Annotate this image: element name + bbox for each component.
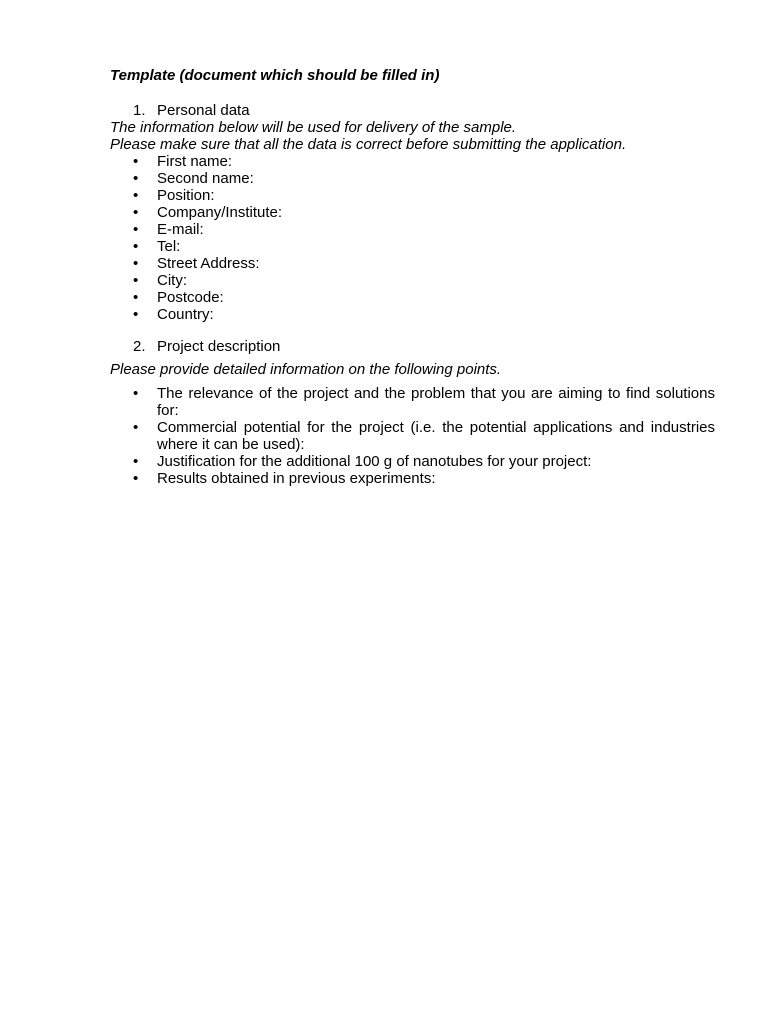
project-points-list	[0, 385, 770, 487]
field-label: Street Address:	[157, 255, 260, 272]
list-item	[0, 204, 770, 221]
point-text: The relevance of the project and the problem that you are aiming to find solutions for:	[157, 385, 715, 419]
list-item	[0, 453, 770, 470]
section-title: Project description	[157, 338, 281, 355]
section-heading-personal-data	[133, 102, 250, 119]
bullet-icon: •	[133, 385, 139, 402]
bullet-icon: •	[133, 255, 139, 272]
field-label: First name:	[157, 153, 233, 170]
list-item	[0, 419, 770, 453]
bullet-icon: •	[133, 419, 139, 436]
list-item	[0, 170, 770, 187]
bullet-icon: •	[133, 470, 139, 487]
field-label: City:	[157, 272, 187, 289]
point-text: Justification for the additional 100 g of nanotubes for your project:	[157, 453, 592, 470]
bullet-icon: •	[133, 238, 139, 255]
list-item	[0, 187, 770, 204]
section-heading-project-description	[133, 338, 280, 355]
list-item	[0, 289, 770, 306]
list-item	[0, 385, 770, 419]
bullet-icon: •	[133, 306, 139, 323]
field-label: E-mail:	[157, 221, 204, 238]
list-item	[0, 272, 770, 289]
document-title: Template (document which should be filled in)	[110, 67, 440, 84]
point-text: Results obtained in previous experiments:	[157, 470, 436, 487]
point-text: Commercial potential for the project (i.e. the potential applications and industries where it can be used):	[157, 419, 715, 453]
list-item	[0, 255, 770, 272]
bullet-icon: •	[133, 272, 139, 289]
bullet-icon: •	[133, 289, 139, 306]
field-label: Position:	[157, 187, 215, 204]
list-item	[0, 221, 770, 238]
bullet-icon: •	[133, 453, 139, 470]
section-title: Personal data	[157, 102, 250, 119]
field-label: Country:	[157, 306, 214, 323]
bullet-icon: •	[133, 187, 139, 204]
section-number: 1.	[133, 102, 146, 119]
intro-line-delivery: The information below will be used for delivery of the sample.	[110, 119, 517, 136]
field-label: Second name:	[157, 170, 254, 187]
section-number: 2.	[133, 338, 146, 355]
list-item	[0, 306, 770, 323]
list-item	[0, 238, 770, 255]
bullet-icon: •	[133, 204, 139, 221]
bullet-icon: •	[133, 221, 139, 238]
intro-line-correctness: Please make sure that all the data is correct before submitting the application.	[110, 136, 627, 153]
list-item	[0, 153, 770, 170]
list-item	[0, 470, 770, 487]
field-label: Company/Institute:	[157, 204, 283, 221]
project-intro: Please provide detailed information on the following points.	[110, 361, 502, 378]
personal-data-field-list	[0, 153, 770, 323]
field-label: Postcode:	[157, 289, 224, 306]
bullet-icon: •	[133, 153, 139, 170]
bullet-icon: •	[133, 170, 139, 187]
field-label: Tel:	[157, 238, 181, 255]
